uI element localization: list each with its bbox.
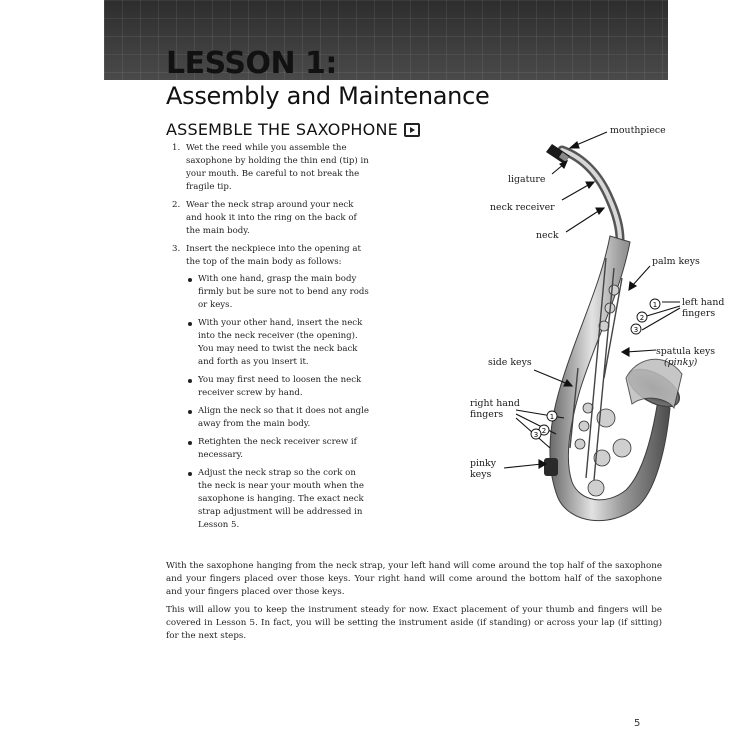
- sub-steps-list: [186, 273, 372, 532]
- saxophone-diagram: [374, 118, 725, 558]
- label-neck: neck: [536, 230, 559, 241]
- label-ligature: ligature: [508, 174, 546, 185]
- step-text: Wet the reed while you assemble the saxophone by holding the thin end (tip) in your mouth. Be careful to not break the fragile tip.: [186, 143, 369, 192]
- left-hand-finger-markers: [631, 299, 660, 334]
- label-pinky-keys: pinky: [470, 458, 497, 469]
- label-pinky-note: (pinky): [664, 357, 698, 368]
- finger-number: 3: [533, 431, 539, 439]
- label-spatula-keys: spatula keys: [656, 346, 716, 357]
- step-item: [172, 199, 372, 238]
- book-page: [104, 0, 725, 752]
- finger-number: 1: [549, 413, 555, 421]
- step-item: [172, 142, 372, 194]
- step-item: [172, 243, 372, 532]
- body-paragraph: This will allow you to keep the instrument steady for now. Exact placement of your thumb and fingers will be covered in Lesson 5. In fact, you will be setting the instrument aside (if standing) or across your lap (if sitting) for the next steps.: [166, 605, 662, 641]
- steps-list: [172, 142, 372, 537]
- sub-step: You may first need to loosen the neck receiver screw by hand.: [186, 374, 372, 400]
- label-right-hand-fingers: fingers: [470, 409, 504, 420]
- step-number: 3.: [172, 244, 181, 254]
- step-number: 2.: [172, 200, 181, 210]
- finger-number: 1: [652, 301, 658, 309]
- sub-step: With your other hand, insert the neck into the neck receiver (the opening). You may need to twist the neck back and forth as you insert it.: [186, 317, 372, 369]
- finger-number: 2: [639, 314, 645, 322]
- saxophone-illustration: [541, 144, 685, 521]
- sub-step: Adjust the neck strap so the cork on the neck is near your mouth when the saxophone is hanging. The exact neck strap adjustment will be addressed in Lesson 5.: [186, 467, 372, 532]
- label-palm-keys: palm keys: [652, 256, 700, 267]
- sub-step: Retighten the neck receiver screw if necessary.: [186, 436, 372, 462]
- lesson-title: Assembly and Maintenance: [166, 82, 490, 110]
- label-right-hand: right hand: [470, 398, 520, 409]
- finger-number: 3: [633, 326, 639, 334]
- step-number: 1.: [172, 143, 181, 153]
- label-mouthpiece: mouthpiece: [610, 125, 666, 136]
- page-number: 5: [634, 718, 641, 729]
- label-neck-receiver: neck receiver: [490, 202, 555, 213]
- label-side-keys: side keys: [488, 357, 532, 368]
- finger-number: 2: [541, 427, 547, 435]
- label-left-hand: left hand: [682, 297, 725, 308]
- sub-step: With one hand, grasp the main body firmly but be sure not to bend any rods or keys.: [186, 273, 372, 312]
- lesson-number: LESSON 1:: [166, 46, 337, 81]
- sub-step: Align the neck so that it does not angle away from the main body.: [186, 405, 372, 431]
- section-title: ASSEMBLE THE SAXOPHONE: [166, 120, 398, 139]
- step-text: Wear the neck strap around your neck and hook it into the ring on the back of the main body.: [186, 200, 357, 236]
- body-paragraph: With the saxophone hanging from the neck strap, your left hand will come around the top half of the saxophone and your fingers placed over those keys. Your right hand will come around the bottom half of the saxophone and your fingers placed over those keys.: [166, 561, 662, 597]
- label-pinky-keys-2: keys: [470, 469, 492, 480]
- step-text: Insert the neckpiece into the opening at the top of the main body as follows:: [186, 244, 361, 267]
- label-left-hand-fingers: fingers: [682, 308, 716, 319]
